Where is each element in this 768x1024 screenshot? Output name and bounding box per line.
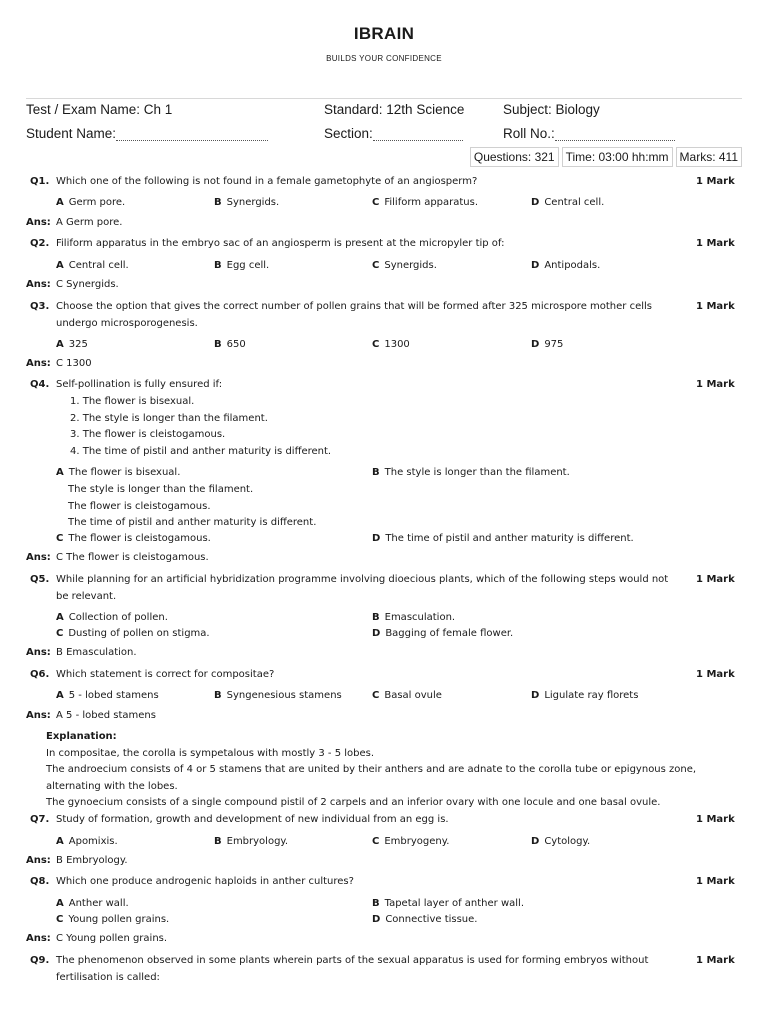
roll-no-field [503,126,675,141]
question-mark: 1 Mark [696,876,735,887]
option-a: A 5 - lobed stamens [56,690,159,701]
answer: Ans: B Embryology. [26,855,128,866]
question-mark: 1 Mark [696,379,735,390]
student-name-blank [116,126,268,141]
option-c: C The flower is cleistogamous. [56,533,211,544]
student-name-field [26,126,268,141]
option-c: C Embryogeny. [372,836,450,847]
question-number: Q9. [30,955,50,966]
question-text: Filiform apparatus in the embryo sac of an angiosperm is present at the micropyler tip of: [56,238,505,249]
question-number: Q6. [30,669,50,680]
option-c: C Filiform apparatus. [372,197,479,208]
standard: Standard: 12th Science [324,102,465,117]
test-name: Test / Exam Name: Ch 1 [26,102,173,117]
question-number: Q1. [30,176,50,187]
questions-count: Questions: 321 [470,147,559,167]
question-mark: 1 Mark [696,574,735,585]
option-c: C Dusting of pollen on stigma. [56,628,210,639]
option-d: D Cytology. [531,836,591,847]
brand-title: IBRAIN [353,24,415,43]
option-d: D Antipodals. [531,260,601,271]
time-limit: Time: 03:00 hh:mm [562,147,673,167]
option-a: A The flower is bisexual. [56,467,181,478]
explanation-line: The androecium consists of 4 or 5 stamens that are united by their anthers and are adnate to the corolla tube or epigynous zone, [46,764,697,775]
option-d: D Ligulate ray florets [531,690,639,701]
question-text: While planning for an artificial hybridization programme involving dioecious plants, which of the following steps would not be relevant. [56,574,669,602]
option-c: C Basal ovule [372,690,442,701]
statement: 2. The style is longer than the filament. [70,412,268,424]
exam-stats [470,147,742,167]
question-number: Q7. [30,814,50,825]
statement: 1. The flower is bisexual. [70,396,195,407]
subject: Subject: Biology [503,102,600,117]
header-divider [26,98,742,99]
question-text: Choose the option that gives the correct number of pollen grains that will be formed after 325 microspore mother cells undergo microsporogenesis. [56,301,653,329]
answer: Ans: C 1300 [26,358,92,369]
option-b: B Emasculation. [372,612,456,623]
option-c: C Synergids. [372,260,437,271]
brand-tagline: BUILDS YOUR CONFIDENCE [326,54,442,63]
question-number: Q2. [30,238,50,249]
question-text: The phenomenon observed in some plants wherein parts of the sexual apparatus is used for forming embryos without fertilisation is called: [56,955,649,983]
question-mark: 1 Mark [696,955,735,966]
roll-no-label: Roll No.: [503,126,555,141]
question-text: Which one produce androgenic haploids in anther cultures? [56,876,354,887]
question-text: Self-pollination is fully ensured if: [56,379,223,390]
explanation-line: alternating with the lobes. [46,780,178,792]
option-b: B Egg cell. [214,260,270,271]
answer: Ans: A Germ pore. [26,217,123,228]
option-b: B Embryology. [214,836,289,847]
explanation-line: In compositae, the corolla is sympetalous with mostly 3 - 5 lobes. [46,747,375,759]
statement-list [70,394,331,460]
explanation [46,729,736,812]
explanation-line: The gynoecium consists of a single compound pistil of 2 carpels and an inferior ovary with one locule and one basal ovule. [46,797,661,808]
statement: 4. The time of pistil and anther maturity is different. [70,445,332,457]
question-mark: 1 Mark [696,238,735,249]
option-a: A Apomixis. [56,836,118,847]
option-a-continued: The style is longer than the filament. The flower is cleistogamous. The time of pistil and anther maturity is different. [68,484,317,528]
option-c: C Young pollen grains. [56,914,170,925]
question-number: Q4. [30,379,50,390]
option-a: A Germ pore. [56,197,126,208]
question-mark: 1 Mark [696,814,735,825]
answer: Ans: B Emasculation. [26,647,137,658]
option-d: D Connective tissue. [372,914,478,925]
option-b: B Syngenesious stamens [214,690,342,701]
option-b: B Synergids. [214,197,280,208]
section-blank [373,126,463,141]
question-mark: 1 Mark [696,301,735,312]
answer: Ans: C The flower is cleistogamous. [26,552,209,563]
option-a: A Central cell. [56,260,129,271]
answer: Ans: C Young pollen grains. [26,933,168,944]
section-label: Section: [324,126,373,141]
question-mark: 1 Mark [696,669,735,680]
roll-no-blank [555,126,675,141]
total-marks: Marks: 411 [676,147,742,167]
question-number: Q3. [30,301,50,312]
question-text: Study of formation, growth and development of new individual from an egg is. [56,814,449,825]
option-a: A 325 [56,339,88,350]
answer: Ans: C Synergids. [26,279,119,290]
explanation-label: Explanation: [46,731,117,742]
option-d: D Central cell. [531,197,605,208]
question-text: Which statement is correct for compositae? [56,669,275,680]
question-text: Which one of the following is not found in a female gametophyte of an angiosperm? [56,176,478,187]
answer: Ans: A 5 - lobed stamens [26,710,156,721]
section-field [324,126,463,141]
option-c: C 1300 [372,339,410,350]
option-a: A Anther wall. [56,898,129,909]
question-number: Q5. [30,574,50,585]
option-b: B The style is longer than the filament. [372,467,570,478]
student-name-label: Student Name: [26,126,117,141]
statement: 3. The flower is cleistogamous. [70,429,226,440]
option-d: D Bagging of female flower. [372,628,514,639]
question-mark: 1 Mark [696,176,735,187]
option-a: A Collection of pollen. [56,612,168,623]
option-d: D The time of pistil and anther maturity is different. [372,533,634,544]
option-b: B Tapetal layer of anther wall. [372,898,525,909]
option-d: D 975 [531,339,564,350]
option-b: B 650 [214,339,246,350]
question-number: Q8. [30,876,50,887]
